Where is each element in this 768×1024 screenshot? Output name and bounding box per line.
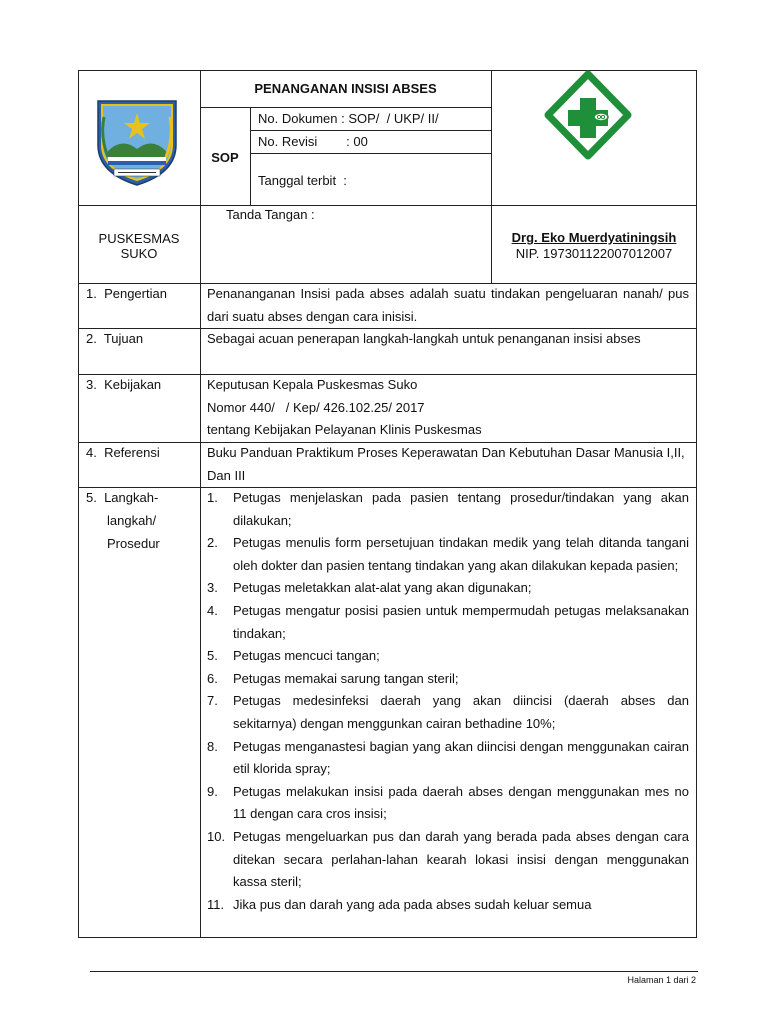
policy-line: Nomor 440/ / Kep/ 426.102.25/ 2017 [207, 399, 425, 415]
row-label-prosedur-2: langkah/ [107, 513, 157, 528]
page-number: Halaman 1 dari 2 [627, 975, 696, 985]
procedure-step [207, 736, 689, 781]
sop-label: SOP [211, 150, 239, 165]
step-number: 1. [207, 490, 218, 505]
puskesmas-logo [540, 70, 636, 160]
footer-rule [90, 971, 698, 972]
step-number: 10. [207, 828, 226, 844]
row-label-prosedur-3: Prosedur [107, 536, 160, 551]
procedure-step [207, 645, 689, 668]
step-text: Petugas medesinfeksi daerah yang akan diincisi (daerah abses dan sekitarnya) dengan menggunkan cairan bethadine 10%; [233, 693, 689, 731]
header-divider [250, 130, 491, 131]
step-number: 7. [207, 693, 218, 709]
procedure-steps [207, 487, 689, 937]
header-divider [78, 205, 697, 206]
step-number: 5. [207, 648, 218, 664]
header-divider [200, 107, 491, 108]
procedure-step [207, 690, 689, 735]
signature-label: Tanda Tangan : [226, 207, 315, 222]
policy-line: Keputusan Kepala Puskesmas Suko [207, 377, 418, 392]
step-text: Petugas menganastesi bagian yang akan diincisi dengan menggunakan cairan etil klorida spray; [233, 738, 689, 777]
signer-nip: NIP. 197301122007012007 [515, 246, 673, 261]
row-content-referensi: Buku Panduan Praktikum Proses Keperawatan Dan Kebutuhan Dasar Manusia I,II, Dan III [207, 445, 685, 483]
procedure-step [207, 826, 689, 894]
procedure-step [207, 894, 689, 917]
step-text: Jika pus dan darah yang ada pada abses sudah keluar semua [233, 896, 592, 912]
procedure-step [207, 487, 689, 532]
step-text: Petugas memakai sarung tangan steril; [233, 670, 459, 686]
policy-line: tentang Kebijakan Pelayanan Klinis Puskesmas [207, 422, 482, 438]
row-label-referensi: 4. Referensi [86, 445, 160, 460]
step-number: 9. [207, 783, 218, 799]
step-text: Petugas menulis form persetujuan tindakan medik yang telah ditanda tangani oleh dokter dan pasien tentang tindakan yang akan dilakukan kepada pasien; [233, 535, 689, 573]
row-label-tujuan: 2. Tujuan [86, 331, 144, 346]
revision-number: No. Revisi : 00 [258, 134, 368, 149]
row-content-pengertian: Penananganan Insisi pada abses adalah suatu tindakan pengeluaran nanah/ pus dari suatu abses dengan cara inisisi. [207, 286, 689, 324]
step-number: 3. [207, 580, 218, 596]
header-divider [250, 153, 491, 154]
procedure-step [207, 781, 689, 826]
row-label-pengertian: 1. Pengertian [86, 286, 167, 301]
doc-number: No. Dokumen : SOP/ / UKP/ II/ [258, 111, 439, 126]
step-number: 2. [207, 535, 218, 551]
row-label-prosedur-1: 5. Langkah- [86, 490, 159, 505]
institution-name: PUSKESMAS [98, 231, 180, 246]
row-content-tujuan: Sebagai acuan penerapan langkah-langkah untuk penanganan insisi abses [207, 331, 641, 346]
body-column-divider [200, 283, 201, 938]
issue-date: Tanggal terbit : [258, 173, 347, 188]
step-text: Petugas melakukan insisi pada daerah abses dengan menggunakan mes no 11 dengan cara cros insisi; [233, 783, 689, 822]
header-divider [250, 107, 251, 205]
procedure-step [207, 600, 689, 645]
procedure-step [207, 668, 689, 691]
procedure-step [207, 532, 689, 577]
step-text: Petugas meletakkan alat-alat yang akan digunakan; [233, 580, 532, 596]
step-text: Petugas menjelaskan pada pasien tentang prosedur/tindakan yang akan dilakukan; [233, 490, 689, 528]
institution-location: SUKO [120, 246, 158, 261]
step-number: 11. [207, 896, 225, 912]
signer-name: Drg. Eko Muerdyatiningsih [511, 230, 677, 245]
regency-crest-logo [94, 97, 180, 187]
row-content-kebijakan [207, 374, 689, 442]
row-label-kebijakan: 3. Kebijakan [86, 377, 162, 392]
header-divider [200, 70, 201, 284]
document-title: PENANGANAN INSISI ABSES [254, 81, 437, 96]
step-text: Petugas mengeluarkan pus dan darah yang berada pada abses dengan cara ditekan secara perlahan-lahan kearah lokasi insisi dengan menggunakan kassa steril; [233, 828, 689, 890]
step-number: 4. [207, 602, 218, 618]
procedure-step [207, 577, 689, 600]
step-number: 8. [207, 738, 218, 754]
step-text: Petugas mengatur posisi pasien untuk mempermudah petugas melaksanakan tindakan; [233, 602, 689, 641]
step-number: 6. [207, 670, 218, 686]
step-text: Petugas mencuci tangan; [233, 648, 380, 664]
